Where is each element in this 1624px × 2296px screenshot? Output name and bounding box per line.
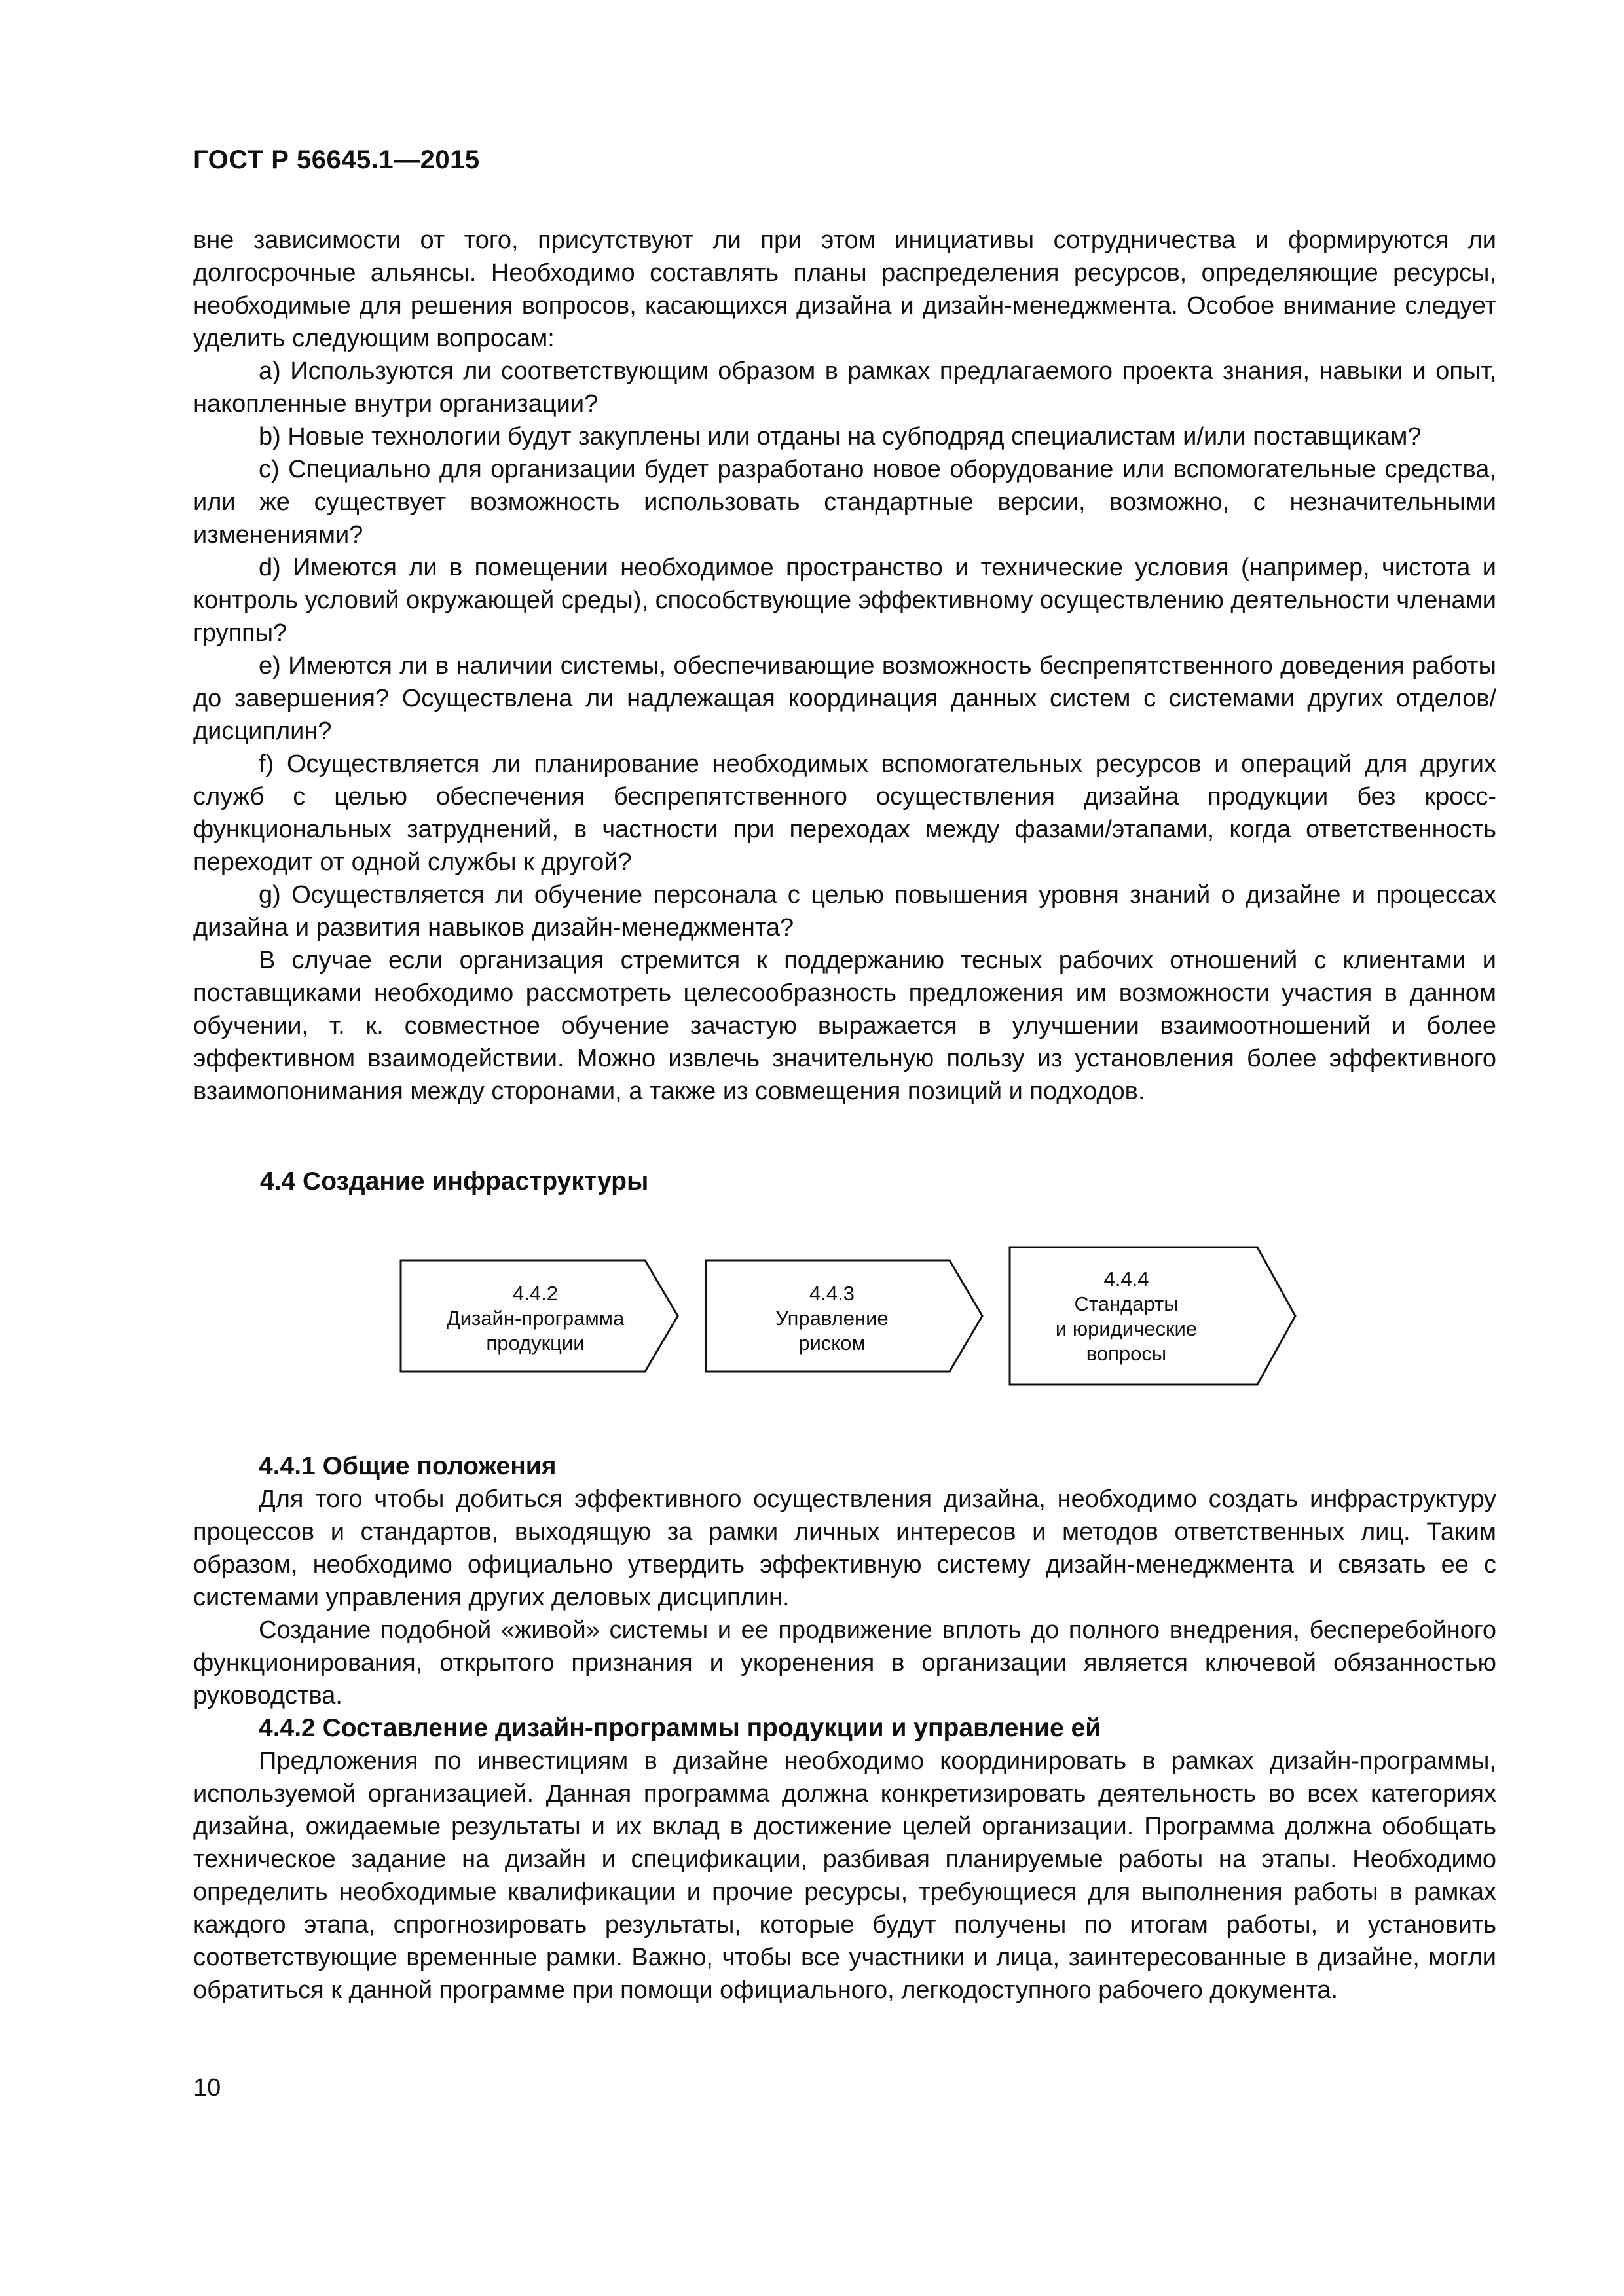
general-paragraph-1: Для того чтобы добиться эффективного осуществления дизайна, необходимо создать инфраструктуру процессов и стандартов, выходящую за рамки личных интересов и методов ответственных лиц. Таким образом, необходимо официально утвердить эффективную систему дизайн-менеджмента и связать ее с системами управления других деловых дисциплин. [193, 1485, 1496, 1611]
training-paragraph: В случае если организация стремится к поддержанию тесных рабочих отношений с клиентами и поставщиками необходимо рассмотреть целесообразность предложения им возможности участия в данном обучении, т. к. совместное обучение зачастую выражается в улучшении взаимоотношений и более эффективном взаимодействии. Можно извлечь значительную пользу из установления более эффективного взаимопонимания между сторонами, а также из совмещения позиций и подходов. [193, 947, 1496, 1105]
question-d: d) Имеются ли в помещении необходимое пространство и технические условия (например, чистота и контроль условий окружающей среды), способствующие эффективному осуществлению деятельности членами группы? [193, 554, 1496, 647]
general-paragraph-2: Создание подобной «живой» системы и ее продвижение вплоть до полного внедрения, бесперебойного функционирования, открытого признания и укоренения в организации является ключевой обязанностью руководства. [193, 1616, 1496, 1709]
section-heading-4-4: 4.4 Создание инфраструктуры [260, 1167, 649, 1195]
section-4-4-text-block [193, 1450, 1496, 2007]
section-heading-4-4-2: 4.4.2 Составление дизайн-программы продукции и управление ей [259, 1714, 1101, 1742]
question-a: а) Используются ли соответствующим образом в рамках предлагаемого проекта знания, навыки и опыт, накопленные внутри организации? [193, 357, 1496, 418]
section-heading-4-4-1: 4.4.1 Общие положения [259, 1452, 557, 1480]
question-g: g) Осуществляется ли обучение персонала с целью повышения уровня знаний о дизайне и процессах дизайна и развития навыков дизайн-менеджмента? [193, 881, 1496, 941]
intro-paragraph: вне зависимости от того, присутствуют ли при этом инициативы сотрудничества и формируются ли долгосрочные альянсы. Необходимо составлять планы распределения ресурсов, определяющие ресурсы, необходимые для решения вопросов, касающихся дизайна и дизайн-менеджмента. Особое внимание следует уделить следующим вопросам: [193, 227, 1496, 352]
question-b: b) Новые технологии будут закуплены или отданы на субподряд специалистам и/или поставщикам? [259, 423, 1422, 450]
question-c: с) Специально для организации будет разработано новое оборудование или вспомогательные средства, или же существует возможность использовать стандартные версии, возможно, с незначительными изменениями? [193, 456, 1496, 549]
intro-text-block [193, 224, 1496, 1108]
page-number: 10 [193, 2074, 221, 2102]
question-f: f) Осуществляется ли планирование необходимых вспомогательных ресурсов и операций для других служб с целью обеспечения беспрепятственного осуществления дизайна продукции без кросс-функциональных затруднений, в частности при переходах между фазами/этапами, когда ответственность переходит от одной службы к другой? [193, 750, 1496, 876]
question-e: е) Имеются ли в наличии системы, обеспечивающие возможность беспрепятственного доведения работы до завершения? Осуществлена ли надлежащая координация данных систем с системами других отделов/дисциплин? [193, 652, 1496, 745]
diagram-box-label: 4.4.3 Управление риском [775, 1282, 889, 1355]
diagram-box-label: 4.4.4 Стандарты и юридические вопросы [1055, 1267, 1198, 1365]
diagram-box-label: 4.4.2 Дизайн-программа продукции [446, 1282, 625, 1355]
program-paragraph: Предложения по инвестициям в дизайне необходимо координировать в рамках дизайн-программы, используемой организацией. Данная программа должна конкретизировать деятельность во всех категориях дизайна, ожидаемые результаты и их вклад в достижение целей организации. Программа должна обобщать техническое задание на дизайн и спецификации, разбивая планируемые работы на этапы. Необходимо определить необходимые квалификации и прочие ресурсы, требующиеся для выполнения работы в рамках каждого этапа, спрогнозировать результаты, которые будут получены по итогам работы, и установить соответствующие временные рамки. Важно, чтобы все участники и лица, заинтересованные в дизайне, могли обратиться к данной программе при помощи официального, легкодоступного рабочего документа. [193, 1747, 1496, 2004]
infrastructure-diagram [399, 1247, 1297, 1401]
document-header: ГОСТ Р 56645.1—2015 [193, 145, 480, 174]
